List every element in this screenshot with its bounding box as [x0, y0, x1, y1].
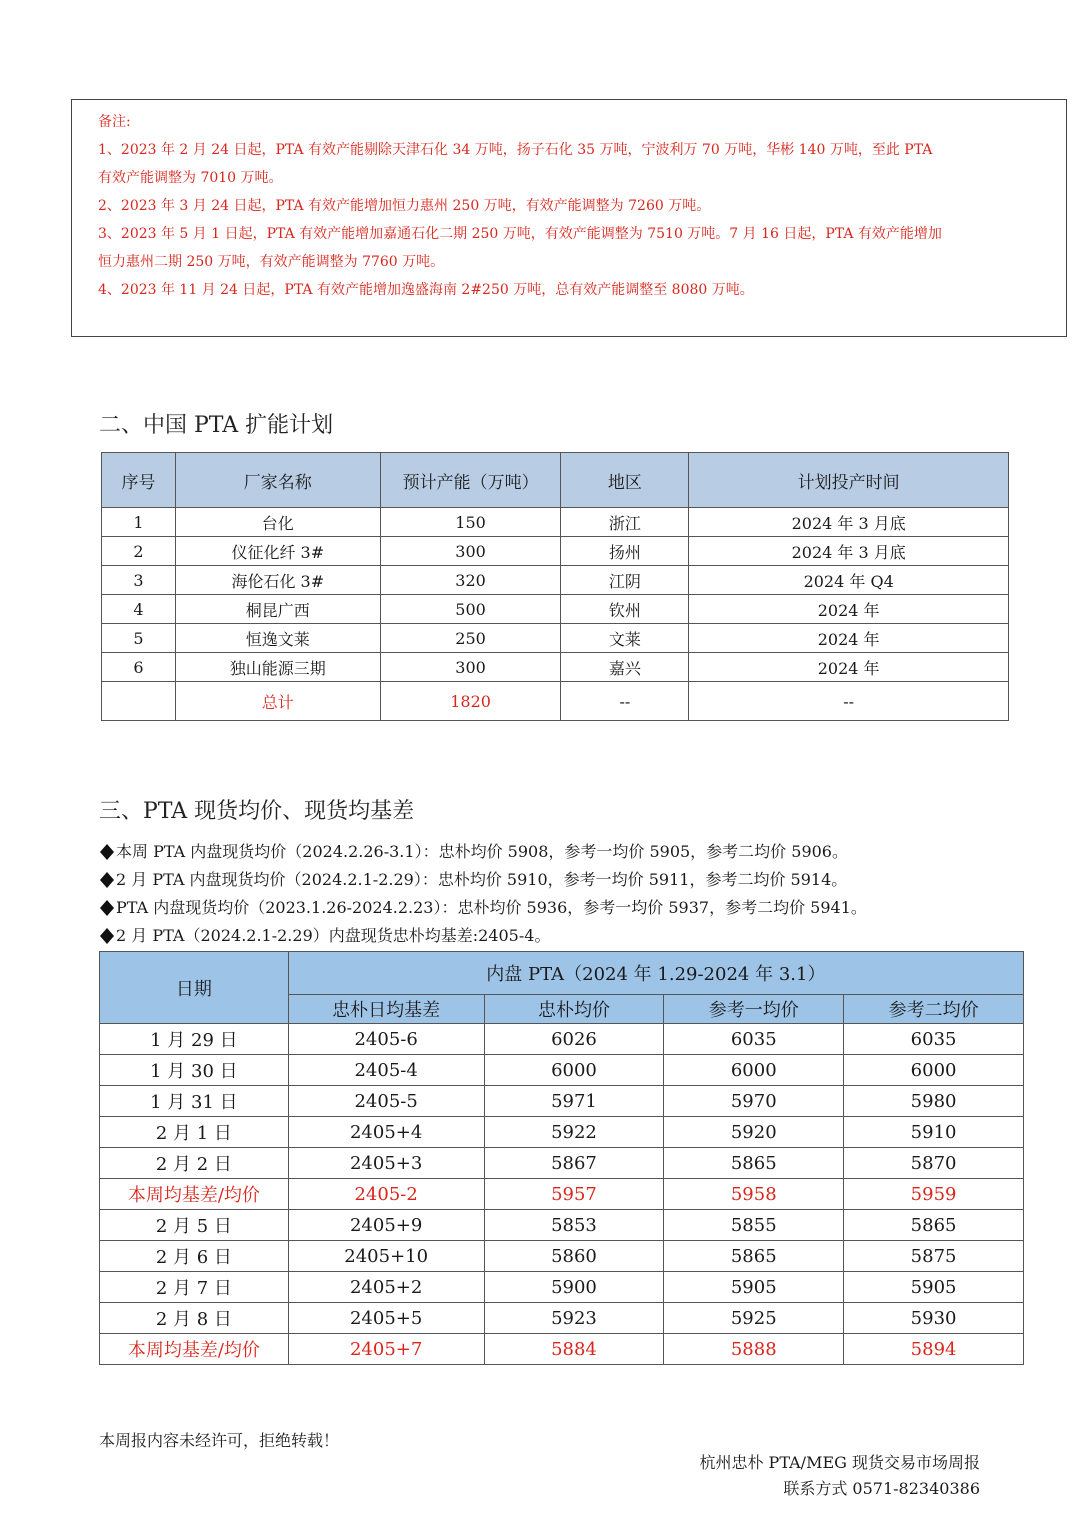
header-ref1-price: 参考一均价 [664, 995, 844, 1024]
cell-date: 1 月 30 日 [100, 1055, 289, 1086]
cell-capacity: 1820 [380, 682, 561, 721]
report-name: 杭州忠朴 PTA/MEG 现货交易市场周报 [699, 1453, 980, 1472]
cell-zhongpu-price: 5860 [484, 1241, 664, 1272]
note-line: 1、2023 年 2 月 24 日起，PTA 有效产能剔除天津石化 34 万吨，扬子石化 35 万吨，宁波利万 70 万吨，华彬 140 万吨，至此 PTA [98, 142, 933, 158]
cell-start-time: 2024 年 3 月底 [689, 537, 1009, 566]
cell-ref1-price: 5925 [664, 1303, 844, 1334]
cell-date: 2 月 7 日 [100, 1272, 289, 1303]
cell-index: 1 [102, 508, 176, 537]
price-section-title: 三、PTA 现货均价、现货均基差 [99, 799, 415, 824]
cell-ref2-price: 5930 [844, 1303, 1024, 1334]
cell-ref1-price: 5905 [664, 1272, 844, 1303]
weekly-average-row [100, 1179, 1024, 1210]
note-line: 有效产能调整为 7010 万吨。 [98, 170, 283, 186]
cell-ref2-price: 5865 [844, 1210, 1024, 1241]
diamond-bullet-icon [100, 844, 114, 860]
cell-capacity: 250 [380, 624, 561, 653]
cell-basis: 2405+9 [288, 1210, 484, 1241]
header-ref2-price: 参考二均价 [844, 995, 1024, 1024]
cell-ref1-price: 5958 [664, 1179, 844, 1210]
notes-heading: 备注: [98, 114, 131, 130]
cell-index: 5 [102, 624, 176, 653]
header-group: 内盘 PTA（2024 年 1.29-2024 年 3.1） [288, 952, 1023, 995]
cell-basis: 2405-4 [288, 1055, 484, 1086]
cell-ref2-price: 6000 [844, 1055, 1024, 1086]
cell-company: 台化 [175, 508, 380, 537]
cell-date: 2 月 1 日 [100, 1117, 289, 1148]
cell-ref1-price: 6035 [664, 1024, 844, 1055]
diamond-bullet-icon [100, 928, 114, 944]
cell-start-time: 2024 年 Q4 [689, 566, 1009, 595]
cell-ref2-price: 5959 [844, 1179, 1024, 1210]
table-row [102, 624, 1009, 653]
cell-start-time: 2024 年 [689, 653, 1009, 682]
list-item: PTA 内盘现货均价（2023.1.26-2024.2.23）：忠朴均价 5936，参考一均价 5937，参考二均价 5941。 [100, 894, 867, 922]
cell-ref2-price: 5905 [844, 1272, 1024, 1303]
cell-capacity: 320 [380, 566, 561, 595]
cell-start-time: 2024 年 [689, 624, 1009, 653]
expansion-section-title: 二、中国 PTA 扩能计划 [99, 413, 334, 438]
cell-capacity: 300 [380, 653, 561, 682]
cell-index: 6 [102, 653, 176, 682]
header-basis: 忠朴日均基差 [288, 995, 484, 1024]
cell-basis: 2405+7 [288, 1334, 484, 1365]
cell-company: 海伦石化 3# [175, 566, 380, 595]
cell-ref1-price: 5920 [664, 1117, 844, 1148]
cell-ref2-price: 5870 [844, 1148, 1024, 1179]
note-line: 2、2023 年 3 月 24 日起，PTA 有效产能增加恒力惠州 250 万吨，有效产能调整为 7260 万吨。 [98, 198, 711, 214]
cell-capacity: 150 [380, 508, 561, 537]
report-signature [699, 1450, 980, 1502]
cell-capacity: 500 [380, 595, 561, 624]
expansion-plan-table [101, 452, 1009, 721]
table-row [100, 1303, 1024, 1334]
cell-region: 江阴 [561, 566, 689, 595]
cell-basis: 2405-2 [288, 1179, 484, 1210]
cell-company: 恒逸文莱 [175, 624, 380, 653]
list-item: 2 月 PTA 内盘现货均价（2024.2.1-2.29）：忠朴均价 5910，参考一均价 5911，参考二均价 5914。 [100, 866, 867, 894]
cell-basis: 2405+4 [288, 1117, 484, 1148]
list-item: 2 月 PTA（2024.2.1-2.29）内盘现货忠朴均基差:2405-4。 [100, 922, 867, 950]
header-company: 厂家名称 [175, 453, 380, 508]
cell-start-time: -- [689, 682, 1009, 721]
cell-company: 仪征化纤 3# [175, 537, 380, 566]
note-line: 3、2023 年 5 月 1 日起，PTA 有效产能增加嘉通石化二期 250 万吨，有效产能调整为 7510 万吨。7 月 16 日起，PTA 有效产能增加 [98, 226, 942, 242]
cell-region: 扬州 [561, 537, 689, 566]
cell-date: 2 月 6 日 [100, 1241, 289, 1272]
cell-zhongpu-price: 5867 [484, 1148, 664, 1179]
cell-company: 总计 [175, 682, 380, 721]
cell-region: 浙江 [561, 508, 689, 537]
spot-price-table [99, 951, 1024, 1365]
cell-start-time: 2024 年 3 月底 [689, 508, 1009, 537]
header-capacity: 预计产能（万吨） [380, 453, 561, 508]
cell-region: 嘉兴 [561, 653, 689, 682]
table-row [102, 595, 1009, 624]
cell-date: 2 月 8 日 [100, 1303, 289, 1334]
total-row [102, 682, 1009, 721]
table-row [100, 1117, 1024, 1148]
cell-ref2-price: 6035 [844, 1024, 1024, 1055]
cell-index: 2 [102, 537, 176, 566]
cell-ref2-price: 5894 [844, 1334, 1024, 1365]
contact-info: 联系方式 0571-82340386 [783, 1479, 980, 1498]
note-line: 4、2023 年 11 月 24 日起，PTA 有效产能增加逸盛海南 2#250 万吨，总有效产能调整至 8080 万吨。 [98, 282, 754, 298]
cell-zhongpu-price: 5853 [484, 1210, 664, 1241]
table-row [102, 508, 1009, 537]
header-index: 序号 [102, 453, 176, 508]
cell-zhongpu-price: 5957 [484, 1179, 664, 1210]
weekly-average-row [100, 1334, 1024, 1365]
cell-basis: 2405-5 [288, 1086, 484, 1117]
table-row [100, 1272, 1024, 1303]
cell-date: 本周均基差/均价 [100, 1334, 289, 1365]
header-date: 日期 [100, 952, 289, 1024]
cell-company: 桐昆广西 [175, 595, 380, 624]
table-row [100, 1148, 1024, 1179]
cell-region: 钦州 [561, 595, 689, 624]
list-item: 本周 PTA 内盘现货均价（2024.2.26-3.1）：忠朴均价 5908，参考一均价 5905，参考二均价 5906。 [100, 838, 867, 866]
price-summary-list [100, 838, 867, 950]
cell-zhongpu-price: 5922 [484, 1117, 664, 1148]
cell-date: 2 月 2 日 [100, 1148, 289, 1179]
cell-zhongpu-price: 5900 [484, 1272, 664, 1303]
cell-ref2-price: 5980 [844, 1086, 1024, 1117]
cell-ref1-price: 5865 [664, 1241, 844, 1272]
cell-ref1-price: 5970 [664, 1086, 844, 1117]
table-row [100, 1086, 1024, 1117]
cell-ref1-price: 5855 [664, 1210, 844, 1241]
cell-basis: 2405+10 [288, 1241, 484, 1272]
table-row [100, 1024, 1024, 1055]
cell-zhongpu-price: 6000 [484, 1055, 664, 1086]
cell-capacity: 300 [380, 537, 561, 566]
cell-zhongpu-price: 5971 [484, 1086, 664, 1117]
cell-zhongpu-price: 6026 [484, 1024, 664, 1055]
cell-ref2-price: 5910 [844, 1117, 1024, 1148]
cell-basis: 2405-6 [288, 1024, 484, 1055]
cell-ref1-price: 6000 [664, 1055, 844, 1086]
header-region: 地区 [561, 453, 689, 508]
cell-zhongpu-price: 5923 [484, 1303, 664, 1334]
copyright-notice: 本周报内容未经许可，拒绝转载！ [99, 1431, 340, 1450]
cell-region: -- [561, 682, 689, 721]
cell-date: 1 月 31 日 [100, 1086, 289, 1117]
cell-date: 1 月 29 日 [100, 1024, 289, 1055]
header-start-time: 计划投产时间 [689, 453, 1009, 508]
cell-index: 3 [102, 566, 176, 595]
cell-start-time: 2024 年 [689, 595, 1009, 624]
table-header-row [100, 952, 1024, 995]
table-row [100, 1210, 1024, 1241]
cell-basis: 2405+5 [288, 1303, 484, 1334]
diamond-bullet-icon [100, 900, 114, 916]
cell-region: 文莱 [561, 624, 689, 653]
cell-ref1-price: 5888 [664, 1334, 844, 1365]
cell-basis: 2405+2 [288, 1272, 484, 1303]
cell-date: 本周均基差/均价 [100, 1179, 289, 1210]
notes-box [71, 99, 1067, 337]
cell-date: 2 月 5 日 [100, 1210, 289, 1241]
table-row [102, 566, 1009, 595]
table-header-row [102, 453, 1009, 508]
cell-ref1-price: 5865 [664, 1148, 844, 1179]
cell-basis: 2405+3 [288, 1148, 484, 1179]
cell-zhongpu-price: 5884 [484, 1334, 664, 1365]
table-row [100, 1055, 1024, 1086]
cell-company: 独山能源三期 [175, 653, 380, 682]
note-line: 恒力惠州二期 250 万吨，有效产能调整为 7760 万吨。 [98, 254, 445, 270]
diamond-bullet-icon [100, 872, 114, 888]
cell-index: 4 [102, 595, 176, 624]
cell-index [102, 682, 176, 721]
table-row [100, 1241, 1024, 1272]
table-row [102, 653, 1009, 682]
table-row [102, 537, 1009, 566]
header-zhongpu-price: 忠朴均价 [484, 995, 664, 1024]
cell-ref2-price: 5875 [844, 1241, 1024, 1272]
